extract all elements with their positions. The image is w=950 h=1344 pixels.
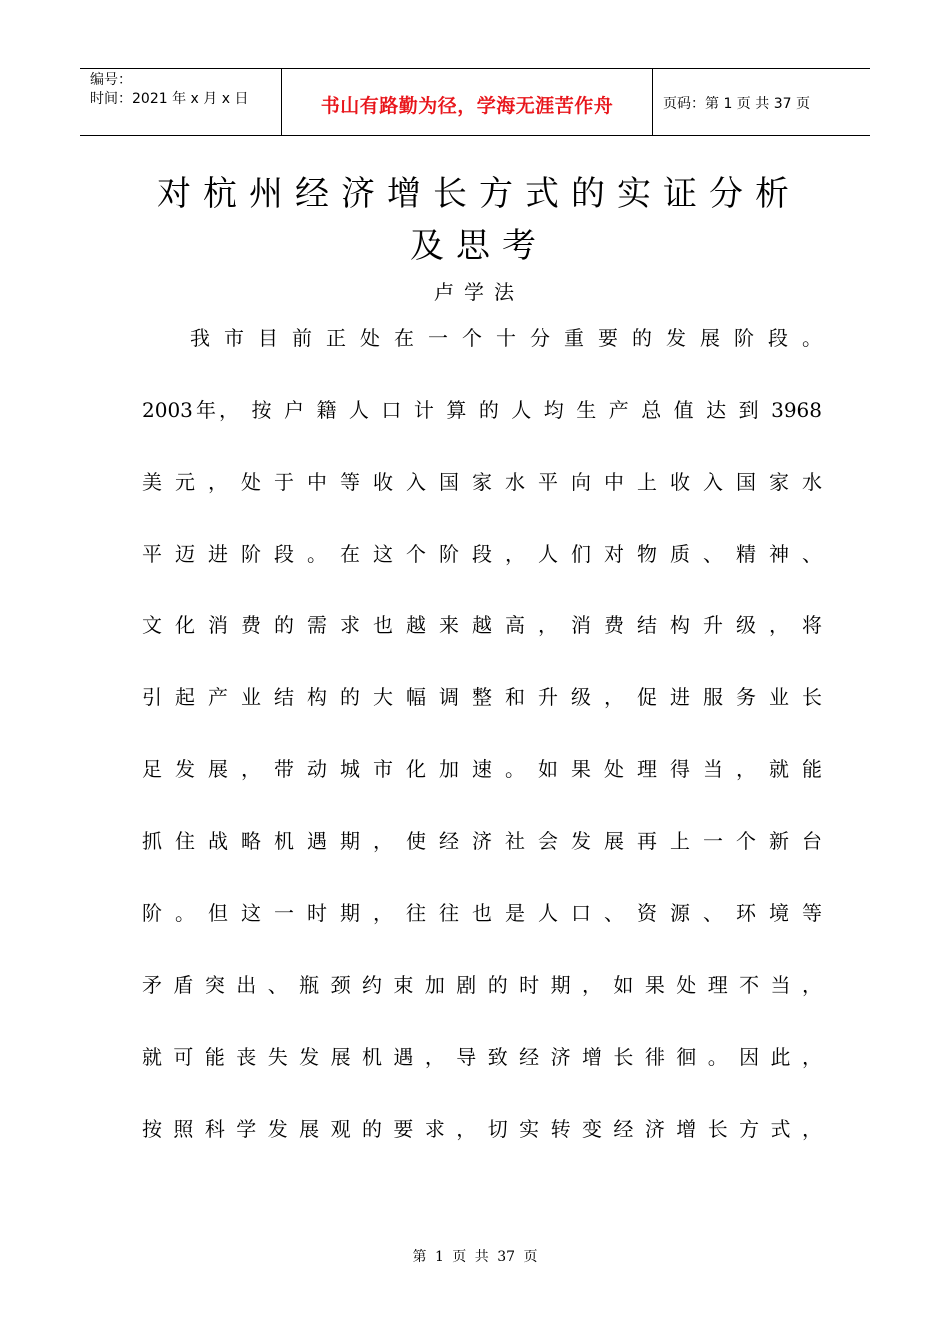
number-label: 编号：: [90, 72, 132, 88]
document-title-line-1: 对杭州经济增长方式的实证分析: [157, 174, 801, 214]
author-name: 卢学法: [434, 280, 524, 304]
body-line: 抓 住 战 略 机 遇 期 ， 使 经 济 社 会 发 展 再 上 一 个 新 台: [142, 829, 822, 853]
body-line: 足 发 展 ， 带 动 城 市 化 加 速 。 如 果 处 理 得 当 ， 就 能: [142, 757, 822, 781]
document-title-line-2: 及思考: [410, 226, 548, 266]
body-line: 我 市 目 前 正 处 在 一 个 十 分 重 要 的 发 展 阶 段 。: [190, 326, 822, 350]
body-line: 阶 。 但 这 一 时 期 ， 往 往 也 是 人 口 、 资 源 、 环 境 等: [142, 901, 822, 925]
body-line: 文 化 消 费 的 需 求 也 越 来 越 高 ， 消 费 结 构 升 级 ， 将: [142, 613, 822, 637]
page-code-text: 页码：第 1 页 共 37 页: [663, 96, 810, 112]
body-line: 就 可 能 丧 失 发 展 机 遇 ， 导 致 经 济 增 长 徘 徊 。 因 此 ，: [142, 1045, 822, 1069]
body-line: 引 起 产 业 结 构 的 大 幅 调 整 和 升 级 ， 促 进 服 务 业 长: [142, 685, 822, 709]
body-line: 按 照 科 学 发 展 观 的 要 求 ， 切 实 转 变 经 济 增 长 方 式 ，: [142, 1117, 822, 1141]
header-meta: [80, 69, 282, 135]
document-header: [80, 68, 870, 136]
page-footer: 第 1 页 共 37 页: [412, 1249, 538, 1265]
header-page-code: [653, 69, 870, 135]
body-line: 平 迈 进 阶 段 。 在 这 个 阶 段 ， 人 们 对 物 质 、 精 神 、: [142, 542, 822, 566]
body-line: 2003年， 按 户 籍 人 口 计 算 的 人 均 生 产 总 值 达 到 3968: [142, 398, 822, 422]
motto-text: 书山有路勤为径，学海无涯苦作舟: [320, 94, 614, 117]
header-motto-cell: [282, 69, 653, 135]
body-line: 矛 盾 突 出 、 瓶 颈 约 束 加 剧 的 时 期 ， 如 果 处 理 不 当 ，: [142, 973, 822, 997]
date-label: 时间：2021 年 x 月 x 日: [90, 91, 249, 107]
body-line: 美 元 ， 处 于 中 等 收 入 国 家 水 平 向 中 上 收 入 国 家 水: [142, 470, 822, 494]
